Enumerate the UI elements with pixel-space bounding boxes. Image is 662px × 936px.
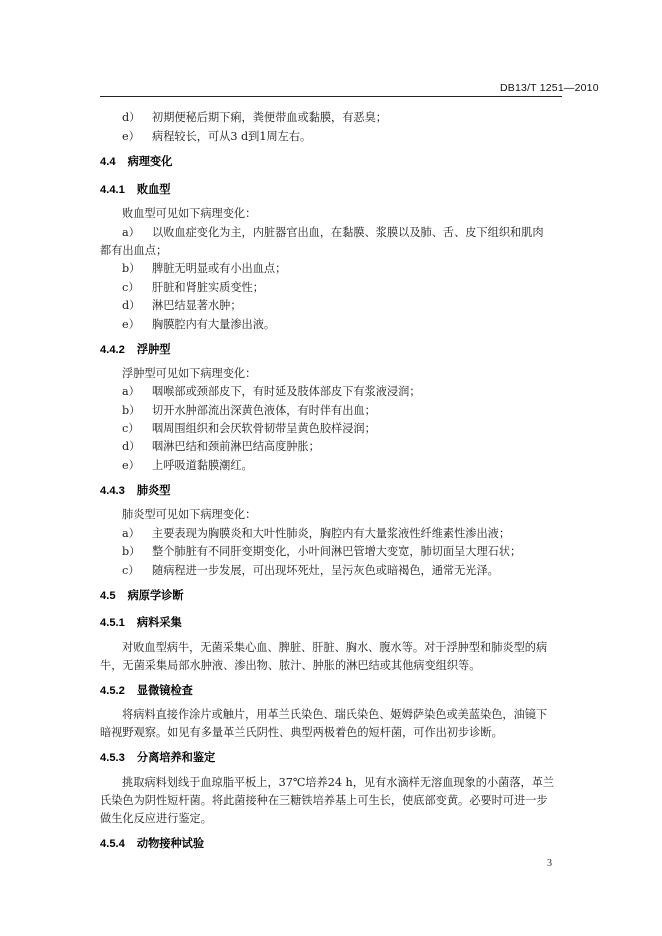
list-marker: a） xyxy=(122,226,140,239)
section-heading xyxy=(100,341,170,357)
paragraph-line: 挑取病料划线于血琼脂平板上，37℃培养24 h，见有水滴样无溶血现象的小菌落，革兰 xyxy=(122,776,555,789)
list-item xyxy=(122,279,264,295)
list-marker: c） xyxy=(122,281,140,294)
section-heading xyxy=(100,835,204,851)
section-title: 分离培养和鉴定 xyxy=(136,751,216,764)
list-text: 咽淋巴结和颈前淋巴结高度肿胀； xyxy=(152,440,320,453)
list-item xyxy=(122,316,275,332)
section-heading xyxy=(100,482,170,498)
paragraph-line: 做生化反应进行鉴定。 xyxy=(100,812,212,825)
section-number: 4.5.2 xyxy=(100,685,125,697)
list-text: 整个肺脏有不同肝变期变化，小叶间淋巴管增大变宽，肺切面呈大理石状； xyxy=(152,545,522,558)
paragraph-line: 将病料直接作涂片或触片，用革兰氏染色、瑞氏染色、姬姆萨染色或美蓝染色，油镜下 xyxy=(122,708,548,721)
list-marker: b） xyxy=(122,545,141,558)
list-text: 初期便秘后期下痢，粪便带血或黏膜，有恶臭； xyxy=(152,111,387,124)
section-title: 动物接种试验 xyxy=(136,837,205,850)
section-number: 4.4.3 xyxy=(100,485,125,497)
section-title: 浮肿型 xyxy=(136,343,171,356)
list-item xyxy=(122,562,499,578)
paragraph-line: 牛，无菌采集局部水肿液、渗出物、脓汁、肿胀的淋巴结或其他病变组织等。 xyxy=(100,659,481,672)
list-text: 淋巴结显著水肿； xyxy=(152,299,242,312)
list-marker: d） xyxy=(122,111,141,124)
paragraph-line: 都有出血点； xyxy=(100,244,168,257)
list-text: 上呼吸道黏膜潮红。 xyxy=(152,459,253,472)
list-item xyxy=(122,260,286,276)
list-item xyxy=(122,543,521,559)
list-marker: e） xyxy=(122,318,140,331)
list-text: 咽喉部或颈部皮下，有时延及肢体部皮下有浆液浸润； xyxy=(152,385,421,398)
list-item xyxy=(122,420,376,436)
list-item xyxy=(122,297,242,313)
section-number: 4.4.1 xyxy=(100,184,125,196)
page-number: 3 xyxy=(547,858,552,869)
list-text: 随病程进一步发展，可出现坏死灶，呈污灰色或暗褐色，通常无光泽。 xyxy=(152,564,499,577)
section-heading xyxy=(100,181,170,197)
section-number: 4.5.4 xyxy=(100,838,125,850)
list-item xyxy=(122,402,376,418)
list-item xyxy=(122,438,320,454)
section-number: 4.5.1 xyxy=(100,617,125,629)
list-marker: a） xyxy=(122,527,140,540)
section-heading xyxy=(100,682,193,698)
section-number: 4.5 xyxy=(100,590,116,602)
document-code: DB13/T 1251—2010 xyxy=(500,82,599,94)
list-text: 切开水肿部流出深黄色液体，有时伴有出血； xyxy=(152,404,376,417)
list-marker: a） xyxy=(122,385,140,398)
section-title: 病原学诊断 xyxy=(127,589,184,602)
list-text: 以败血症变化为主，内脏器官出血，在黏膜、浆膜以及肺、舌、皮下组织和肌肉 xyxy=(152,226,544,239)
list-text: 病程较长，可从3 d到1周左右。 xyxy=(152,130,312,143)
section-number: 4.5.3 xyxy=(100,752,125,764)
section-title: 肺炎型 xyxy=(136,484,171,497)
section-number: 4.4.2 xyxy=(100,344,125,356)
section-title: 病料采集 xyxy=(136,616,182,629)
list-marker: d） xyxy=(122,440,141,453)
header-rule xyxy=(100,96,562,97)
list-marker: e） xyxy=(122,459,140,472)
paragraph-line: 暗视野观察。如见有多量革兰氏阴性、典型两极着色的短杆菌，可作出初步诊断。 xyxy=(100,726,503,739)
section-heading xyxy=(100,587,184,603)
list-text: 主要表现为胸膜炎和大叶性肺炎，胸腔内有大量浆液性纤维素性渗出液； xyxy=(152,527,511,540)
paragraph-line: 对败血型病牛，无菌采集心血、脾脏、肝脏、胸水、腹水等。对于浮肿型和肺炎型的病 xyxy=(122,641,548,654)
list-text: 肝脏和肾脏实质变性； xyxy=(152,281,264,294)
section-title: 败血型 xyxy=(136,183,171,196)
section-heading xyxy=(100,749,215,765)
paragraph-line: 浮肿型可见如下病理变化： xyxy=(122,367,257,380)
list-text: 脾脏无明显或有小出血点； xyxy=(152,262,287,275)
list-item xyxy=(122,128,311,144)
paragraph-line: 败血型可见如下病理变化： xyxy=(122,207,257,220)
list-marker: b） xyxy=(122,262,141,275)
list-item xyxy=(122,224,544,240)
list-item xyxy=(122,525,510,541)
section-title: 显微镜检查 xyxy=(136,684,193,697)
paragraph-line: 肺炎型可见如下病理变化： xyxy=(122,508,257,521)
list-item xyxy=(122,383,421,399)
list-marker: b） xyxy=(122,404,141,417)
list-text: 咽周围组织和会厌软骨韧带呈黄色胶样浸润； xyxy=(152,422,376,435)
list-marker: c） xyxy=(122,564,140,577)
list-marker: d） xyxy=(122,299,141,312)
list-marker: c） xyxy=(122,422,140,435)
paragraph-line: 氏染色为阴性短杆菌。将此菌接种在三糖铁培养基上可生长，使底部变黄。必要时可进一步 xyxy=(100,794,548,807)
section-title: 病理变化 xyxy=(127,155,173,168)
section-number: 4.4 xyxy=(100,156,116,168)
list-text: 胸膜腔内有大量渗出液。 xyxy=(152,318,276,331)
section-heading xyxy=(100,153,172,169)
list-item xyxy=(122,457,253,473)
list-marker: e） xyxy=(122,130,140,143)
section-heading xyxy=(100,614,182,630)
list-item xyxy=(122,109,387,125)
